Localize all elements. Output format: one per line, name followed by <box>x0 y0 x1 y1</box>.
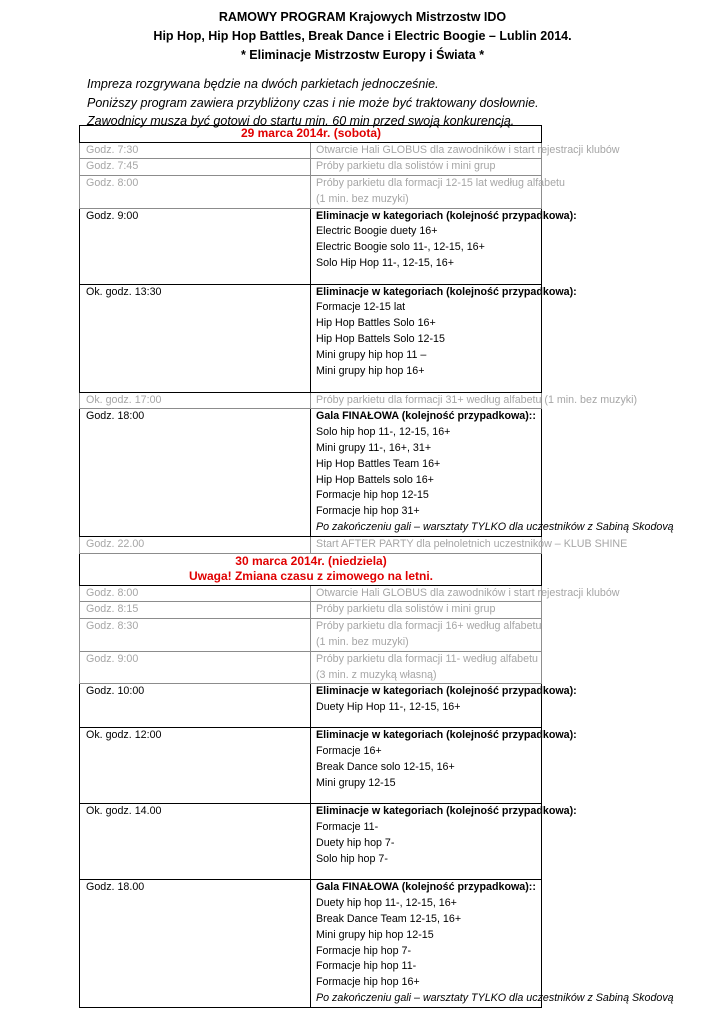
event-cell <box>311 619 542 652</box>
event-cell <box>311 804 577 880</box>
event-line: Duety hip hop 11-, 12-15, 16+ <box>316 897 457 910</box>
schedule-row <box>80 536 542 553</box>
event-line: Formacje 12-15 lat <box>316 301 406 314</box>
event-line: Próby parkietu dla solistów i mini grup <box>316 160 496 173</box>
event-line: Solo hip hop 11-, 12-15, 16+ <box>316 426 451 439</box>
time-cell: Ok. godz. 14.00 <box>80 804 311 880</box>
time-cell: Godz. 9:00 <box>80 651 311 684</box>
event-line: Duety hip hop 7- <box>316 837 395 850</box>
event-header: Eliminacje w kategoriach (kolejność przypadkowa): <box>316 729 577 742</box>
schedule-table <box>79 125 674 1008</box>
time-cell: Godz. 8:00 <box>80 585 311 602</box>
time-cell: Godz. 18:00 <box>80 409 311 536</box>
event-header: Eliminacje w kategoriach (kolejność przypadkowa): <box>316 285 577 298</box>
time-cell: Godz. 18.00 <box>80 880 311 1007</box>
event-cell <box>311 142 620 159</box>
day-header-sunday <box>80 553 542 585</box>
event-line: Formacje hip hop 11- <box>316 960 417 973</box>
event-line: Próby parkietu dla formacji 12-15 lat według alfabetu <box>316 177 565 190</box>
time-cell: Godz. 22.00 <box>80 536 311 553</box>
schedule-row <box>80 684 542 728</box>
event-line: Start AFTER PARTY dla pełnoletnich uczestników – KLUB SHINE <box>316 537 628 550</box>
time-cell: Godz. 7:45 <box>80 159 311 176</box>
schedule-row <box>80 619 542 652</box>
schedule-row <box>80 159 542 176</box>
time-cell: Godz. 8:30 <box>80 619 311 652</box>
schedule-row <box>80 284 542 392</box>
day-header-row <box>80 126 542 143</box>
event-header: Gala FINAŁOWA (kolejność przypadkowa):: <box>316 881 536 894</box>
day-header-saturday <box>80 126 542 143</box>
document-title <box>0 8 725 65</box>
event-cell <box>311 284 577 392</box>
event-line: Solo hip hop 7- <box>316 852 388 865</box>
schedule-row <box>80 176 542 209</box>
event-note: Po zakończeniu gali – warsztaty TYLKO dla uczestników z Sabiną Skodovą <box>316 521 674 534</box>
time-cell: Godz. 10:00 <box>80 684 311 728</box>
event-line: (1 min. bez muzyki) <box>316 636 409 649</box>
event-header: Gala FINAŁOWA (kolejność przypadkowa):: <box>316 410 536 423</box>
time-cell: Godz. 8:00 <box>80 176 311 209</box>
event-line: Hip Hop Battles Team 16+ <box>316 457 441 470</box>
schedule-row <box>80 208 542 284</box>
schedule-row <box>80 804 542 880</box>
schedule-row <box>80 392 542 409</box>
event-line: Hip Hop Battels Solo 12-15 <box>316 333 445 346</box>
event-cell <box>311 392 638 409</box>
time-change-notice: Uwaga! Zmiana czasu z zimowego na letni. <box>188 569 434 584</box>
time-cell: Godz. 8:15 <box>80 602 311 619</box>
time-cell: Ok. godz. 12:00 <box>80 728 311 804</box>
event-line: Próby parkietu dla formacji 31+ według alfabetu (1 min. bez muzyki) <box>316 393 638 406</box>
title-line: RAMOWY PROGRAM Krajowych Mistrzostw IDO <box>218 10 507 24</box>
day-label: 30 marca 2014r. (niedziela) <box>235 553 387 568</box>
time-cell: Ok. godz. 17:00 <box>80 392 311 409</box>
day-label: 29 marca 2014r. (sobota) <box>240 126 382 140</box>
time-cell: Ok. godz. 13:30 <box>80 284 311 392</box>
event-line: Electric Boogie solo 11-, 12-15, 16+ <box>316 241 485 254</box>
event-line: Electric Boogie duety 16+ <box>316 225 438 238</box>
event-line: Próby parkietu dla formacji 16+ według alfabetu <box>316 620 542 633</box>
event-line: Mini grupy 11-, 16+, 31+ <box>316 442 432 455</box>
schedule-row <box>80 142 542 159</box>
event-line: Break Dance solo 12-15, 16+ <box>316 761 455 774</box>
schedule-row <box>80 409 542 536</box>
event-line: Formacje hip hop 12-15 <box>316 489 429 502</box>
event-cell <box>311 159 542 176</box>
schedule-row <box>80 651 542 684</box>
time-cell: Godz. 9:00 <box>80 208 311 284</box>
intro-line: Poniższy program zawiera przybliżony czas i nie może być traktowany dosłownie. <box>87 95 539 110</box>
event-cell <box>311 208 577 284</box>
schedule-row <box>80 602 542 619</box>
event-line: Hip Hop Battles Solo 16+ <box>316 317 436 330</box>
intro-line: Zawodnicy musza być gotowi do startu min. 60 min przed swoją konkurencją. <box>87 114 515 128</box>
event-line: Break Dance Team 12-15, 16+ <box>316 913 462 926</box>
event-line: Mini grupy 12-15 <box>316 776 396 789</box>
event-line: Solo Hip Hop 11-, 12-15, 16+ <box>316 257 454 270</box>
event-cell <box>311 585 620 602</box>
schedule-row <box>80 880 542 1007</box>
event-cell <box>311 880 674 1007</box>
event-cell <box>311 176 565 209</box>
event-line: Duety Hip Hop 11-, 12-15, 16+ <box>316 701 461 714</box>
schedule-row <box>80 585 542 602</box>
day-header-row <box>80 553 542 585</box>
event-cell <box>311 651 542 684</box>
event-cell <box>311 409 674 536</box>
event-cell <box>311 728 577 804</box>
event-cell <box>311 684 577 728</box>
time-cell: Godz. 7:30 <box>80 142 311 159</box>
event-line: Otwarcie Hali GLOBUS dla zawodników i start rejestracji klubów <box>316 143 620 156</box>
event-line: Formacje 11- <box>316 821 379 834</box>
event-header: Eliminacje w kategoriach (kolejność przypadkowa): <box>316 805 577 818</box>
event-line: Formacje hip hop 7- <box>316 944 412 957</box>
event-cell <box>311 602 542 619</box>
event-line: Hip Hop Battels solo 16+ <box>316 473 434 486</box>
event-cell <box>311 536 628 553</box>
event-line: (1 min. bez muzyki) <box>316 192 409 205</box>
event-line: Formacje hip hop 31+ <box>316 505 420 518</box>
event-line: Formacje hip hop 16+ <box>316 976 420 989</box>
event-line: Mini grupy hip hop 11 – <box>316 348 427 361</box>
event-header: Eliminacje w kategoriach (kolejność przypadkowa): <box>316 209 577 222</box>
intro-line: Impreza rozgrywana będzie na dwóch parkietach jednocześnie. <box>87 77 439 91</box>
title-line: Hip Hop, Hip Hop Battles, Break Dance i Electric Boogie – Lublin 2014. <box>153 29 572 43</box>
intro-notes <box>87 75 539 131</box>
event-line: Mini grupy hip hop 16+ <box>316 364 425 377</box>
event-line: Próby parkietu dla formacji 11- według alfabetu <box>316 652 538 665</box>
event-line: (3 min. z muzyką własną) <box>316 668 437 681</box>
schedule-row <box>80 728 542 804</box>
event-line: Formacje 16+ <box>316 745 382 758</box>
title-line: * Eliminacje Mistrzostw Europy i Świata * <box>240 48 485 62</box>
event-header: Eliminacje w kategoriach (kolejność przypadkowa): <box>316 685 577 698</box>
event-line: Otwarcie Hali GLOBUS dla zawodników i start rejestracji klubów <box>316 586 620 599</box>
event-note: Po zakończeniu gali – warsztaty TYLKO dla uczestników z Sabiną Skodovą <box>316 992 674 1005</box>
event-line: Mini grupy hip hop 12-15 <box>316 928 434 941</box>
event-line: Próby parkietu dla solistów i mini grup <box>316 603 496 616</box>
